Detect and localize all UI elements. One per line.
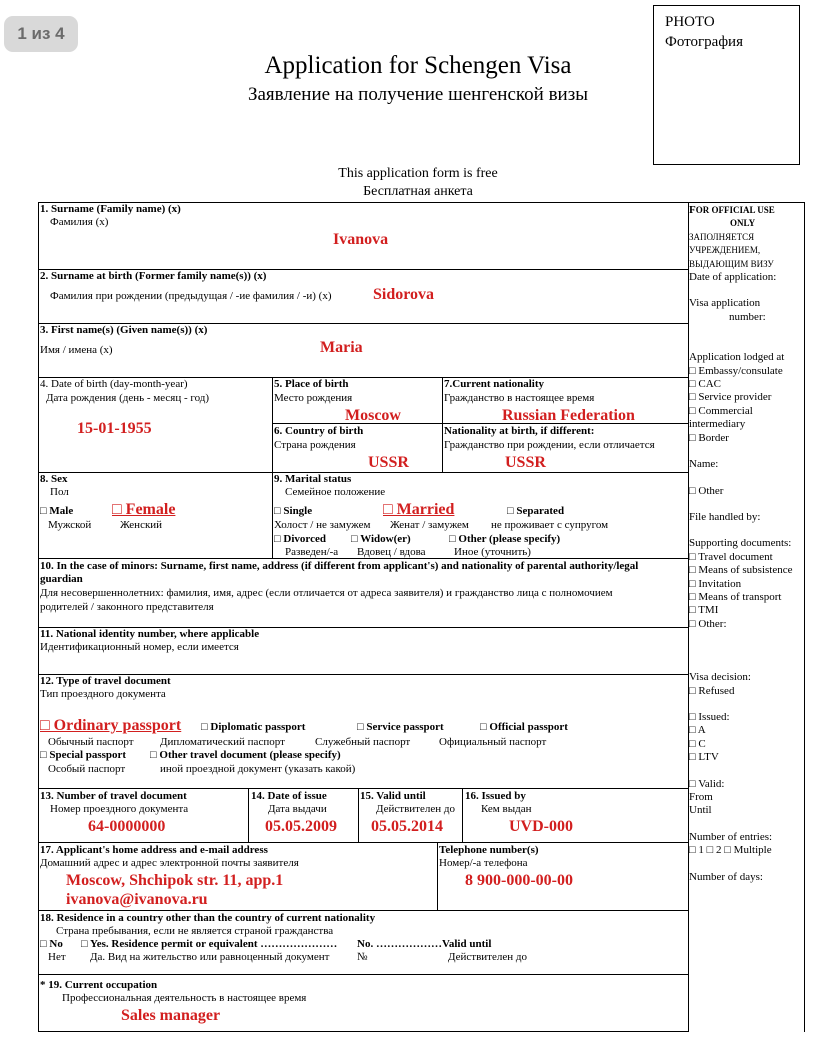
field-6-label: 6. Country of birth xyxy=(274,425,364,437)
field-3-label: 3. First name(s) (Given name(s)) (x) xyxy=(40,324,208,336)
official-passport-checkbox[interactable]: □ Official passport xyxy=(480,721,568,733)
ordinary-passport-ru: Обычный паспорт xyxy=(48,736,134,748)
free-note-en: This application form is free xyxy=(338,166,498,181)
visa-issued-checkbox[interactable]: □ Issued: xyxy=(689,710,730,723)
sex-male-checkbox[interactable]: □ Male xyxy=(40,505,74,517)
supporting-invitation-checkbox[interactable]: □ Invitation xyxy=(689,577,742,590)
lodged-embassy-checkbox[interactable]: □ Embassy/consulate xyxy=(689,364,783,377)
field-7-label: 7.Current nationality xyxy=(444,378,545,390)
valid-until-label: Until xyxy=(689,804,712,817)
divorced-checkbox[interactable]: □ Divorced xyxy=(274,533,326,545)
married-ru: Женат / замужем xyxy=(390,519,469,531)
home-address-value[interactable]: Moscow, Shchipok str. 11, app.1 xyxy=(66,872,284,889)
diplomatic-passport-checkbox[interactable]: □ Diplomatic passport xyxy=(201,721,306,733)
date-of-application-label: Date of application: xyxy=(689,271,777,284)
sex-female-ru: Женский xyxy=(120,519,163,531)
visa-application-number-label: number: xyxy=(729,310,766,323)
field-10-label-ru: Для несовершеннолетних: фамилия, имя, адрес (если отличается от адреса заявителя) и гражданство лица с полномочием xyxy=(40,587,613,599)
nationality-at-birth-value[interactable]: USSR xyxy=(505,454,546,471)
official-use-only: ONLY xyxy=(730,218,756,229)
country-of-birth-value[interactable]: USSR xyxy=(368,454,409,471)
official-passport-ru: Официальный паспорт xyxy=(439,736,547,748)
lodged-at-label: Application lodged at xyxy=(689,351,785,364)
nationality-value[interactable]: Russian Federation xyxy=(502,407,635,424)
visa-type-a-checkbox[interactable]: □ A xyxy=(689,724,706,737)
field-9-label-ru: Семейное положение xyxy=(285,486,386,498)
widow-ru: Вдовец / вдова xyxy=(357,546,426,558)
supporting-transport-checkbox[interactable]: □ Means of transport xyxy=(689,590,782,603)
lodged-border-checkbox[interactable]: □ Border xyxy=(689,431,729,444)
official-use-heading: FOR OFFICIAL USE xyxy=(689,204,775,216)
field-13-label-ru: Номер проездного документа xyxy=(50,803,189,815)
lodged-intermediary-text: intermediary xyxy=(689,418,746,431)
telephone-value[interactable]: 8 900-000-00-00 xyxy=(465,872,573,889)
telephone-label: Telephone number(s) xyxy=(439,844,539,856)
field-1-label: 1. Surname (Family name) (x) xyxy=(40,203,181,215)
sex-female-selected[interactable]: □ Female xyxy=(112,501,176,518)
lodged-other-checkbox[interactable]: □ Other xyxy=(689,484,724,497)
visa-type-c-checkbox[interactable]: □ C xyxy=(689,737,706,750)
field-1-label-ru: Фамилия (x) xyxy=(50,216,109,228)
divorced-ru: Разведен/-а xyxy=(285,546,339,558)
surname-at-birth-value[interactable]: Sidorova xyxy=(373,286,435,303)
field-18-label: 18. Residence in a country other than the country of current nationality xyxy=(40,912,376,924)
diplomatic-passport-ru: Дипломатический паспорт xyxy=(160,736,285,748)
file-handled-by-label: File handled by: xyxy=(689,510,761,523)
supporting-other-checkbox[interactable]: □ Other: xyxy=(689,617,727,630)
lodged-commercial-checkbox[interactable]: □ Commercial xyxy=(689,404,753,417)
field-2-label-ru: Фамилия при рождении (предыдущая / -ие фамилия / -и) (x) xyxy=(50,290,332,302)
name-label: Name: xyxy=(689,458,719,471)
official-use-ru-2: УЧРЕЖДЕНИЕМ, xyxy=(689,245,761,256)
field-19-label-ru: Профессиональная деятельность в настоящее время xyxy=(62,992,307,1004)
nationality-at-birth-label-ru: Гражданство при рождении, если отличается xyxy=(444,439,655,451)
visa-type-ltv-checkbox[interactable]: □ LTV xyxy=(689,751,719,764)
form-title-en: Application for Schengen Visa xyxy=(264,52,572,79)
married-selected[interactable]: □ Married xyxy=(383,501,455,518)
field-10-label-cont: guardian xyxy=(40,573,83,585)
issued-by-value[interactable]: UVD-000 xyxy=(509,818,573,835)
visa-refused-checkbox[interactable]: □ Refused xyxy=(689,684,735,697)
ordinary-passport-selected[interactable]: □ Ordinary passport xyxy=(40,717,182,734)
single-checkbox[interactable]: □ Single xyxy=(274,505,313,517)
field-5-label: 5. Place of birth xyxy=(274,378,349,390)
special-passport-ru: Особый паспорт xyxy=(48,763,126,775)
other-travel-document-ru: иной проездной документ (указать какой) xyxy=(160,763,356,775)
photo-label-en: PHOTO xyxy=(665,14,715,30)
number-of-entries-label: Number of entries: xyxy=(689,830,773,843)
field-5-label-ru: Место рождения xyxy=(274,392,353,404)
field-17-label-ru: Домашний адрес и адрес электронной почты заявителя xyxy=(40,857,299,869)
special-passport-checkbox[interactable]: □ Special passport xyxy=(40,749,127,761)
surname-value[interactable]: Ivanova xyxy=(333,231,389,248)
free-note-ru: Бесплатная анкета xyxy=(363,184,473,199)
visa-application-label: Visa application xyxy=(689,297,761,310)
valid-from-label: From xyxy=(689,791,713,803)
field-10-label: 10. In the case of minors: Surname, first name, address (if different from applicant's) and nationality of parental authority/legal xyxy=(40,560,639,572)
residence-yes-ru: Да. Вид на жительство или равноценный документ xyxy=(90,951,330,963)
visa-decision-label: Visa decision: xyxy=(689,671,751,684)
service-passport-ru: Служебный паспорт xyxy=(315,736,411,748)
other-travel-document-checkbox[interactable]: □ Other travel document (please specify) xyxy=(150,749,341,761)
lodged-cac-checkbox[interactable]: □ CAC xyxy=(689,378,722,391)
supporting-subsistence-checkbox[interactable]: □ Means of subsistence xyxy=(689,564,793,577)
form-title-ru: Заявление на получение шенгенской визы xyxy=(247,84,588,105)
lodged-service-provider-checkbox[interactable]: □ Service provider xyxy=(689,391,772,404)
field-6-label-ru: Страна рождения xyxy=(274,439,356,451)
residence-yes-checkbox[interactable]: □ Yes. Residence permit or equivalent ………………… xyxy=(81,938,338,950)
residence-no-ru: Нет xyxy=(48,951,66,963)
field-18-label-ru: Страна пребывания, если не является страной гражданства xyxy=(56,925,334,937)
valid-until-value[interactable]: 05.05.2014 xyxy=(371,818,443,835)
field-3-label-ru: Имя / имена (x) xyxy=(40,344,113,356)
supporting-travel-document-checkbox[interactable]: □ Travel document xyxy=(689,550,773,563)
entries-options[interactable]: □ 1 □ 2 □ Multiple xyxy=(689,844,772,857)
field-8-label-ru: Пол xyxy=(50,486,69,498)
official-use-column xyxy=(689,204,803,884)
separated-checkbox[interactable]: □ Separated xyxy=(507,505,565,517)
official-use-ru-1: ЗАПОЛНЯЕТСЯ xyxy=(689,231,755,242)
official-use-ru-3: ВЫДАЮЩИМ ВИЗУ xyxy=(689,258,774,269)
field-11-label-ru: Идентификационный номер, если имеется xyxy=(40,641,239,653)
field-17-label: 17. Applicant's home address and e-mail address xyxy=(40,844,268,856)
field-8-label: 8. Sex xyxy=(40,473,68,485)
field-12-label-ru: Тип проездного документа xyxy=(40,688,166,700)
field-13-label: 13. Number of travel document xyxy=(40,790,187,802)
place-of-birth-value[interactable]: Moscow xyxy=(345,407,401,424)
visa-valid-checkbox[interactable]: □ Valid: xyxy=(689,777,725,790)
nationality-at-birth-label: Nationality at birth, if different: xyxy=(444,425,595,437)
field-4-label-ru: Дата рождения (день - месяц - год) xyxy=(46,392,210,404)
marital-other-ru: Иное (уточнить) xyxy=(454,546,531,558)
field-12-label: 12. Type of travel document xyxy=(40,675,171,687)
residence-valid-ru: Действителен до xyxy=(448,951,527,963)
field-2-label: 2. Surname at birth (Former family name(s)) (x) xyxy=(40,270,267,282)
separated-ru: не проживает с супругом xyxy=(491,519,609,531)
residence-no-checkbox[interactable]: □ No xyxy=(40,938,63,950)
field-4-label: 4. Date of birth (day-month-year) xyxy=(40,378,188,390)
residence-number-label: No. ………………Valid until xyxy=(357,938,492,950)
supporting-tmi-checkbox[interactable]: □ TMI xyxy=(689,604,719,617)
number-of-days-label: Number of days: xyxy=(689,870,763,883)
field-15-label-ru: Действителен до xyxy=(376,803,455,815)
email-value[interactable]: ivanova@ivanova.ru xyxy=(66,891,208,908)
field-14-label-ru: Дата выдачи xyxy=(268,803,327,815)
field-16-label-ru: Кем выдан xyxy=(481,803,532,815)
field-15-label: 15. Valid until xyxy=(360,790,426,802)
field-19-label: * 19. Current occupation xyxy=(40,979,158,991)
document-number-value[interactable]: 64-0000000 xyxy=(88,818,166,835)
occupation-value[interactable]: Sales manager xyxy=(121,1007,221,1024)
widow-checkbox[interactable]: □ Widow(er) xyxy=(351,533,411,545)
field-7-label-ru: Гражданство в настоящее время xyxy=(444,392,595,404)
telephone-label-ru: Номер/-а телефона xyxy=(439,857,528,869)
photo-label-ru: Фотография xyxy=(665,34,743,50)
field-16-label: 16. Issued by xyxy=(465,790,526,802)
field-9-label: 9. Marital status xyxy=(274,473,352,485)
residence-number-ru: № xyxy=(357,951,368,963)
supporting-documents-label: Supporting documents: xyxy=(689,537,792,550)
field-11-label: 11. National identity number, where applicable xyxy=(40,628,260,640)
field-10-label-ru-cont: родителей / законного представителя xyxy=(40,601,214,613)
service-passport-checkbox[interactable]: □ Service passport xyxy=(357,721,444,733)
date-of-birth-value[interactable]: 15-01-1955 xyxy=(77,420,152,437)
sex-male-ru: Мужской xyxy=(48,519,92,531)
field-14-label: 14. Date of issue xyxy=(251,790,327,802)
single-ru: Холост / не замужем xyxy=(274,519,371,531)
marital-other-checkbox[interactable]: □ Other (please specify) xyxy=(449,533,561,545)
page-counter-badge: 1 из 4 xyxy=(4,16,78,52)
first-name-value[interactable]: Maria xyxy=(320,339,363,356)
date-of-issue-value[interactable]: 05.05.2009 xyxy=(265,818,337,835)
